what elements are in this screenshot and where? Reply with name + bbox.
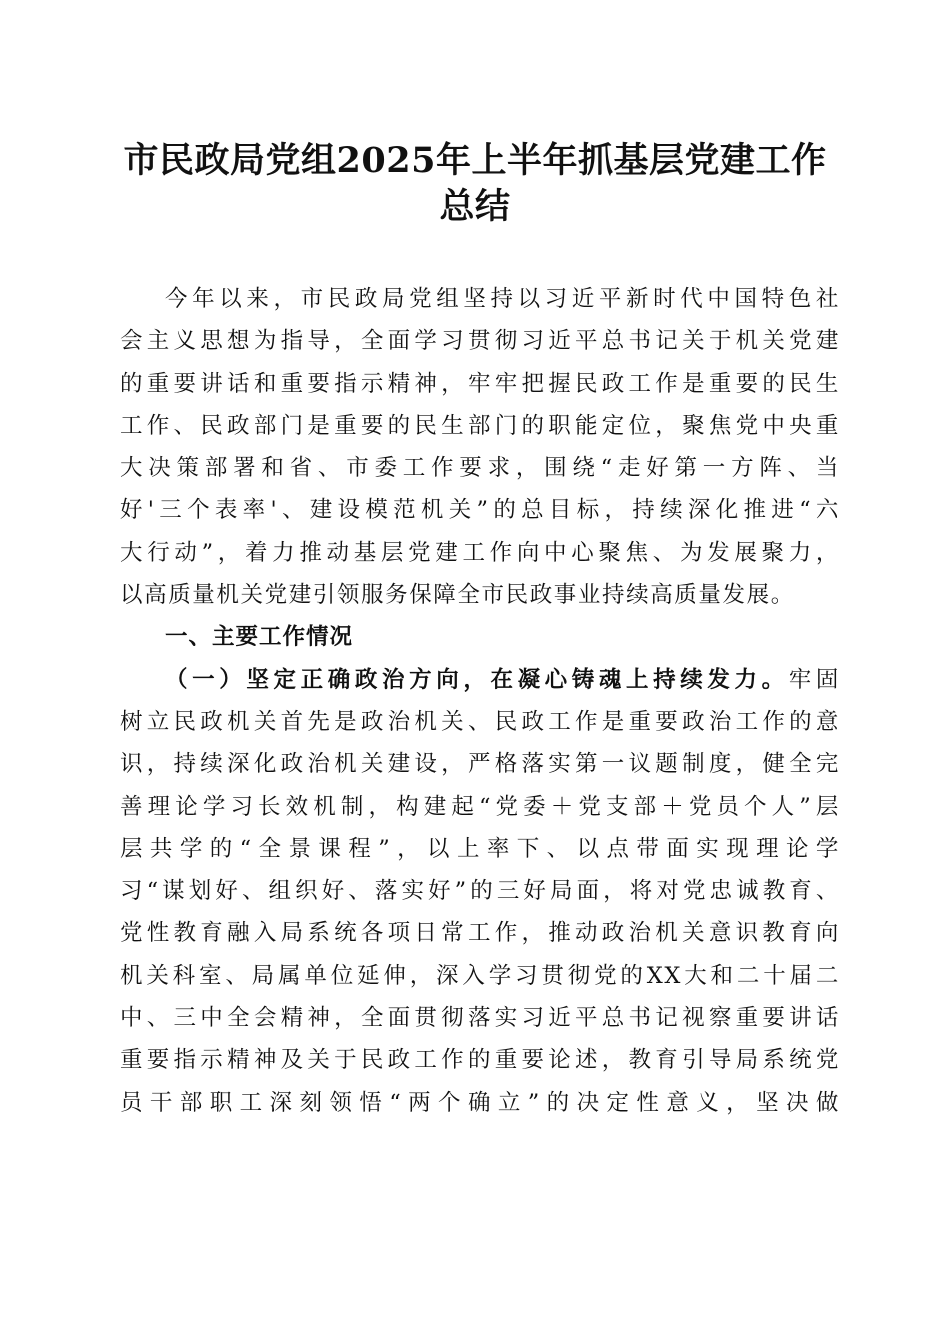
intro-line-7: 大行动”，着力推动基层党建工作向中心聚焦、为发展聚力， xyxy=(120,539,840,566)
subsection-line-4: 层共学的“全景课程”，以上率下、以点带面实现理论学 xyxy=(120,835,840,862)
document-title xyxy=(110,138,840,230)
intro-line-1: 今年以来，市民政局党组坚持以习近平新时代中国特色社 xyxy=(165,286,840,312)
subsection-line-1: 树立民政机关首先是政治机关、民政工作是重要政治工作的意 xyxy=(120,708,840,735)
subsection-line-5: 习“谋划好、组织好、落实好”的三好局面，将对党忠诚教育、 xyxy=(120,878,840,905)
subsection-line-6: 党性教育融入局系统各项日常工作，推动政治机关意识教育向 xyxy=(120,920,840,947)
subsection-line-9: 重要指示精神及关于民政工作的重要论述，教育引导局系统党 xyxy=(120,1047,840,1074)
title-line-2: 总结 xyxy=(439,186,511,227)
subsection-line-10: 员干部职工深刻领悟“两个确立”的决定性意义，坚决做 xyxy=(120,1089,840,1116)
subsection-line-8: 中、三中全会精神，全面贯彻落实习近平总书记视察重要讲话 xyxy=(120,1005,840,1032)
intro-line-2: 会主义思想为指导，全面学习贯彻习近平总书记关于机关党建 xyxy=(120,328,840,355)
document-body xyxy=(120,278,840,1124)
intro-line-8: 以高质量机关党建引领服务保障全市民政事业持续高质量发展。 xyxy=(120,582,795,609)
subsection-title: （一）坚定正确政治方向，在凝心铸魂上持续发力。 xyxy=(165,666,789,693)
intro-line-3: 的重要讲话和重要指示精神，牢牢把握民政工作是重要的民生 xyxy=(120,370,840,397)
intro-line-5: 大决策部署和省、市委工作要求，围绕“走好第一方阵、当 xyxy=(120,455,840,482)
title-line-1: 市民政局党组2025年上半年抓基层党建工作 xyxy=(123,140,827,181)
subsection-first-line xyxy=(120,659,840,701)
subsection-first-tail: 牢固 xyxy=(788,666,840,693)
subsection-line-3: 善理论学习长效机制，构建起“党委＋党支部＋党员个人”层 xyxy=(120,793,840,820)
intro-line-6: 好'三个表率'、建设模范机关”的总目标，持续深化推进“六 xyxy=(120,497,840,524)
intro-line-4: 工作、民政部门是重要的民生部门的职能定位，聚焦党中央重 xyxy=(120,412,840,439)
subsection-line-7: 机关科室、局属单位延伸，深入学习贯彻党的XX大和二十届二 xyxy=(120,962,840,989)
subsection-line-2: 识，持续深化政治机关建设，严格落实第一议题制度，健全完 xyxy=(120,751,840,778)
section-heading: 一、主要工作情况 xyxy=(165,624,354,651)
